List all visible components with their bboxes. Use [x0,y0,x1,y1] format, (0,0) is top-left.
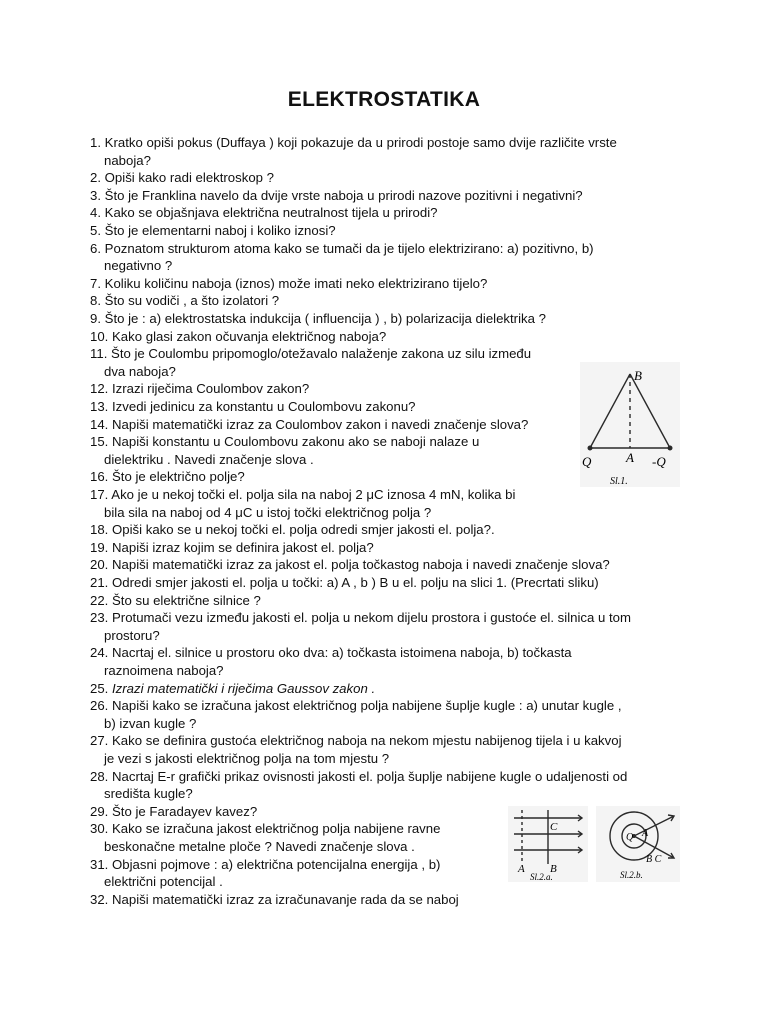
question-item [90,169,274,187]
question-item [90,416,528,434]
question-text: Nacrtaj el. silnice u prostoru oko dva: a) točkasta istoimena naboja, b) točkasta [112,645,572,661]
question-item [90,433,479,468]
question-text: Koliku količinu naboja (iznos) može imati neko elektrizirano tijelo? [104,275,488,291]
figure-2a-label-c: C [550,821,558,833]
question-item [90,292,279,310]
question-item [90,204,437,222]
question-item [90,680,375,698]
question-item [90,820,440,855]
question-text-continued: je vezi s jakosti električnog polja na tom mjestu ? [104,750,390,766]
question-item [90,187,583,205]
question-number: 14. [90,416,109,432]
question-text: Kratko opiši pokus (Duffaya ) koji pokazuje da u prirodi postoje samo dvije različite vrste [104,135,617,150]
question-text: Što je : a) elektrostatska indukcija ( influencija ) , b) polarizacija dielektrika ? [104,311,546,326]
question-text: Poznatom strukturom atoma kako se tumači da je tijelo elektrizirano: a) pozitivno, b) [104,240,594,256]
figure-1-label-a: A [626,450,634,465]
question-item [90,803,257,821]
question-number: 8. [90,293,101,309]
question-number: 4. [90,205,101,221]
question-text: Napiši matematički izraz za Coulombov zakon i navedi značenje slova? [112,416,529,432]
question-number: 21. [90,575,109,590]
question-number: 25. [90,680,109,696]
question-number: 5. [90,223,101,238]
question-number: 13. [90,399,109,414]
figure-2a-label-b: B [550,863,557,875]
figure-2b-label-a: A [642,828,649,839]
figure-1-label-minus-q: -Q [652,454,666,469]
question-number: 11. [90,346,108,362]
question-item [90,310,546,328]
question-number: 1. [90,135,101,150]
figure-1-label-b: B [634,368,642,383]
question-item [90,609,631,644]
question-number: 3. [90,187,101,203]
question-text: Odredi smjer jakosti el. polja u točki: a) A , b ) B u el. polju na slici 1. (Precrtati sliku) [112,575,599,590]
question-item [90,486,515,521]
question-number: 26. [90,698,109,714]
question-item [90,328,386,346]
question-text: Napiši kako se izračuna jakost električnog polja nabijene šuplje kugle : a) unutar kugle , [112,698,622,714]
figure-2a-caption: Sl.2.a. [530,872,553,882]
figure-1-label-q: Q [582,454,592,469]
question-number: 24. [90,645,109,661]
question-text: Izrazi matematički i riječima Gaussov zakon . [112,680,376,696]
question-number: 7. [90,275,101,291]
question-number: 17. [90,487,109,502]
figure-2b-label-q: Q [626,832,634,843]
question-item [90,275,487,293]
question-number: 20. [90,557,109,573]
question-number: 16. [90,469,109,485]
figure-2a [508,806,588,882]
question-number: 22. [90,592,109,608]
figure-2a-label-a: A [518,863,525,875]
question-item [90,768,627,803]
question-text: Nacrtaj E-r grafički prikaz ovisnosti jakosti el. polja šuplje nabijene kugle o udaljenosti od [112,768,628,784]
question-item [90,856,440,891]
question-text-continued: središta kugle? [104,786,193,802]
question-item [90,134,617,169]
question-item [90,644,572,679]
question-text: Kako se objašnjava električna neutralnost tijela u prirodi? [104,205,438,221]
question-number: 23. [90,610,109,626]
question-item [90,574,599,592]
question-item [90,398,416,416]
figure-1 [580,362,680,487]
question-text-continued: naboja? [104,152,151,168]
question-text-continued: prostoru? [104,627,160,643]
figure-2b-caption: Sl.2.b. [620,870,643,880]
question-text-continued: b) izvan kugle ? [104,715,197,731]
question-text-continued: dielektriku . Navedi značenje slova . [104,451,314,467]
question-text: Napiši konstantu u Coulombovu zakonu ako se naboji nalaze u [112,434,480,450]
figure-2b [596,806,680,882]
figure-2b-label-bc: B C [646,854,662,865]
question-number: 9. [90,311,101,326]
question-number: 30. [90,821,109,837]
question-text: Što je Faradayev kavez? [112,803,258,819]
question-text: Kako glasi zakon očuvanja električnog naboja? [112,328,387,344]
question-number: 19. [90,539,109,555]
question-item [90,556,610,574]
question-text: Napiši matematički izraz za jakost el. polja točkastog naboja i navedi značenje slova? [112,557,610,573]
question-item [90,697,622,732]
question-number: 27. [90,733,109,749]
question-text: Izrazi riječima Coulombov zakon? [112,381,310,397]
question-item [90,345,531,380]
question-number: 28. [90,768,109,784]
question-text: Što je elementarni naboj i koliko iznosi? [104,223,336,238]
question-number: 32. [90,891,109,907]
page-title: ELEKTROSTATIKA [287,88,481,111]
question-text: Što je Franklina navelo da dvije vrste naboja u prirodi nazove pozitivni i negativni? [104,187,583,203]
question-number: 29. [90,803,109,819]
question-item [90,468,245,486]
question-item [90,521,495,539]
question-text: Što su vodiči , a što izolatori ? [104,293,280,309]
question-text-continued: bila sila na naboj od 4 μC u istoj točki električnog polja ? [104,504,432,520]
question-text: Opiši kako se u nekoj točki el. polja odredi smjer jakosti el. polja?. [112,522,495,538]
question-text: Napiši matematički izraz za izračunavanje rada da se naboj [112,891,459,907]
question-number: 31. [90,856,109,872]
question-number: 6. [90,240,101,256]
question-number: 18. [90,522,109,538]
question-text: Ako je u nekoj točki el. polja sila na naboj 2 μC iznosa 4 mN, kolika bi [111,487,516,502]
question-text: Objasni pojmove : a) električna potencijalna energija , b) [112,856,441,872]
question-text: Izvedi jedinicu za konstantu u Coulombovu zakonu? [112,399,416,414]
question-text-continued: električni potencijal . [104,874,223,890]
question-number: 2. [90,170,101,186]
question-item [90,240,594,275]
question-text-continued: negativno ? [104,258,173,274]
question-text: Što su električne silnice ? [112,592,261,608]
question-text: Protumači vezu između jakosti el. polja u nekom dijelu prostora i gustoće el. silnica u tom [112,610,631,626]
question-text: Što je električno polje? [112,469,245,485]
question-number: 12. [90,381,109,397]
question-text-continued: raznoimena naboja? [104,662,224,678]
question-text: Opiši kako radi elektroskop ? [104,170,274,186]
question-text: Napiši izraz kojim se definira jakost el. polja? [112,539,374,555]
question-item [90,891,459,909]
question-item [90,592,261,610]
question-item [90,380,309,398]
figure-1-caption: Sl.1. [610,476,628,487]
question-number: 10. [90,328,109,344]
question-item [90,222,336,240]
question-text-continued: beskonačne metalne ploče ? Navedi značenje slova . [104,838,415,854]
question-text-continued: dva naboja? [104,363,176,379]
question-text: Što je Coulombu pripomoglo/otežavalo nalaženje zakona uz silu između [111,346,532,362]
question-text: Kako se izračuna jakost električnog polja nabijene ravne [112,821,441,837]
question-text: Kako se definira gustoća električnog naboja na nekom mjestu nabijenog tijela i u kakvoj [112,733,622,749]
question-item [90,732,622,767]
question-number: 15. [90,434,109,450]
question-item [90,539,374,557]
